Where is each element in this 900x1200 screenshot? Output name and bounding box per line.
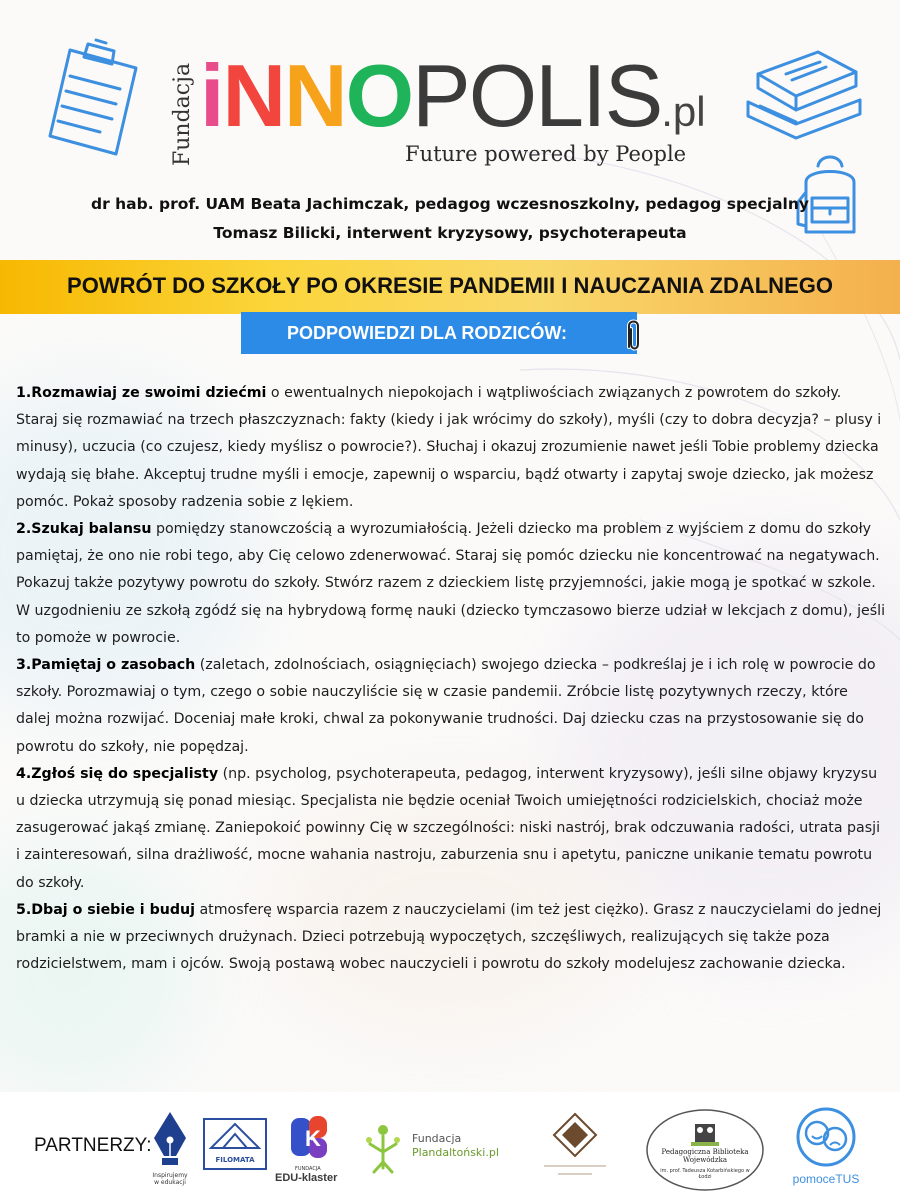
partner-logo-plandaltonski bbox=[362, 1122, 502, 1182]
logo-letter-n2: N bbox=[284, 46, 346, 145]
partners-label: PARTNERZY: bbox=[34, 1135, 152, 1156]
books-icon bbox=[738, 44, 868, 144]
page-title: POWRÓT DO SZKOŁY PO OKRESIE PANDEMII I NAUCZANIA ZDALNEGO bbox=[67, 273, 833, 298]
partner-logo-edu-klaster bbox=[275, 1112, 347, 1192]
tip-4 bbox=[16, 761, 886, 897]
tip-1-text: o ewentualnych niepokojach i wątpliwościach związanych z powrotem do szkoły. Staraj się rozmawiać na trzech płaszczyznach: fakty (kiedy i jak wrócimy do szkoły), myśli (czy to dobra decyzja? – plusy i minusy), uczucia (co czujesz, kiedy myślisz o powrocie?). Słuchaj i okazuj zrozumienie nawet jeśli Tobie problemy dziecka wydają się błahe. Akceptuj trudne myśli i emocje, zapewnij o wsparciu, bądź otwarty i zapytaj swoje dziecko, jak możesz pomóc. Pokaż sposoby radzenia sobie z lękiem. bbox=[16, 385, 882, 510]
people-tree-icon bbox=[362, 1122, 404, 1174]
partner-logo-pen bbox=[150, 1110, 190, 1190]
tip-2 bbox=[16, 516, 886, 652]
author-line-1: dr hab. prof. UAM Beata Jachimczak, pedagog wczesnoszkolny, pedagog specjalny bbox=[90, 195, 810, 213]
tip-1-lead: 1.Rozmawiaj ze swoimi dziećmi bbox=[16, 385, 267, 401]
partner-edu-caption-small: FUNDACJA bbox=[295, 1166, 321, 1172]
partner-logo-filomata bbox=[203, 1118, 267, 1170]
pen-nib-icon bbox=[150, 1110, 190, 1168]
logo-pl: .pl bbox=[661, 88, 706, 135]
tips-list bbox=[16, 380, 886, 978]
logo-polis: POLIS bbox=[412, 46, 662, 145]
edu-klaster-icon bbox=[285, 1112, 335, 1162]
paperclip-icon bbox=[624, 317, 642, 353]
partner-dalton-line-2: Plandaltoński.pl bbox=[412, 1146, 499, 1159]
tip-4-lead: 4.Zgłoś się do specjalisty bbox=[16, 765, 219, 782]
logo-wordmark bbox=[200, 46, 706, 145]
tip-5 bbox=[16, 897, 886, 979]
logo-fundacja: Fundacja bbox=[170, 62, 195, 166]
partner-pen-caption: Inspirujemy w edukacji bbox=[152, 1172, 188, 1186]
logo-letter-o: O bbox=[345, 46, 413, 145]
logo-letter-i: i bbox=[200, 46, 223, 145]
partner-filomata-caption: FILOMATA bbox=[215, 1156, 255, 1164]
partner-logo-library bbox=[645, 1108, 765, 1192]
tip-5-lead: 5.Dbaj o siebie i buduj bbox=[16, 901, 195, 918]
subtitle-box bbox=[241, 312, 637, 354]
tip-3-text: (zaletach, zdolnościach, osiągnięciach) swojego dziecka – podkreślaj je i ich rolę w powrocie do szkoły. Porozmawiaj o tym, czego o sobie nauczyliście się w czasie pandemii. Zróbcie listę pozytywnych rzeczy, które dalej można rozwijać. Doceniaj małe kroki, chwal za pokonywanie trudności. Daj dziecku czas na przystosowanie się do powrotu do szkoły, nie popędzaj. bbox=[16, 657, 876, 755]
subtitle: PODPOWIEDZI DLA RODZICÓW: bbox=[287, 323, 567, 343]
clipboard-icon bbox=[40, 36, 160, 166]
filomata-mountain-icon bbox=[205, 1120, 265, 1152]
faces-icon bbox=[786, 1106, 866, 1168]
tip-5-text: atmosferę wsparcia razem z nauczycielami (im też jest ciężko). Grasz z nauczycielami do jednej bramki a nie w przeciwnych drużynach. Dzieci potrzebują wypoczętych, szczęśliwych, realizujących się także poza rodzicielstwem, mam i ojców. Swoją postawą wobec nauczycieli i powrotu do szkoły modelujesz zachowanie dziecka. bbox=[16, 901, 882, 973]
logo-tagline: Future powered by People bbox=[405, 142, 687, 166]
tip-3 bbox=[16, 652, 886, 761]
partner-dalton-line-1: Fundacja bbox=[412, 1132, 462, 1145]
partner-pomoce-caption: pomoceTUS bbox=[792, 1172, 860, 1186]
partner-logo-pomocetus bbox=[786, 1106, 866, 1194]
tip-3-lead: 3.Pamiętaj o zasobach bbox=[16, 657, 196, 674]
innopolis-logo bbox=[170, 46, 730, 168]
partner-library-line-2: im. prof. Tadeusza Kotarbińskiego w Łodzi bbox=[660, 1168, 750, 1180]
partner-logo-diamond bbox=[530, 1110, 620, 1190]
tip-1 bbox=[16, 380, 886, 516]
tip-2-lead: 2.Szukaj balansu bbox=[16, 521, 152, 538]
tip-2-text: pomiędzy stanowczością a wyrozumiałością. Jeżeli dziecko ma problem z wyjściem z domu do szkoły pamiętaj, że ono nie robi tego, aby Cię celowo zdenerwować. Staraj się pomóc dziecku nie koncentrować na negatywach. Pokazuj także pozytywy powrotu do szkoły. Stwórz razem z dzieckiem listę przyjemności, jakie mogą je spotkać w szkole. W uzgodnieniu ze szkołą zgódź się na hybrydową formę nauki (dziecko tymczasowo bierze udział w lekcjach z domu), jeśli to pomoże w powrocie. bbox=[16, 521, 886, 646]
partner-edu-caption: EDU-klaster bbox=[275, 1172, 338, 1184]
author-line-2: Tomasz Bilicki, interwent kryzysowy, psychoterapeuta bbox=[213, 224, 687, 242]
svg-text:K: K bbox=[305, 1126, 321, 1151]
tip-4-text: (np. psycholog, psychoterapeuta, pedagog, interwent kryzysowy), jeśli silne objawy kryzysu u dziecka utrzymują się ponad miesiąc. Specjalista nie będzie oceniał Twoich umiejętności rodzicielskich, chociaż może zasugerować jakąś zmianę. Zaniepokoić powinny Cię w szczególności: niski nastrój, brak odczuwania radości, utrata pasji i zainteresowań, silna drażliwość, mocne wahania nastroju, zaburzenia snu i apetytu, paniczne unikanie tematu powrotu do szkoły. bbox=[16, 765, 881, 891]
diamond-emblem-icon bbox=[530, 1110, 620, 1180]
logo-letter-n1: N bbox=[222, 46, 285, 145]
partners-footer bbox=[0, 1092, 900, 1200]
partner-library-line-1: Pedagogiczna Biblioteka Wojewódzka bbox=[661, 1148, 749, 1164]
